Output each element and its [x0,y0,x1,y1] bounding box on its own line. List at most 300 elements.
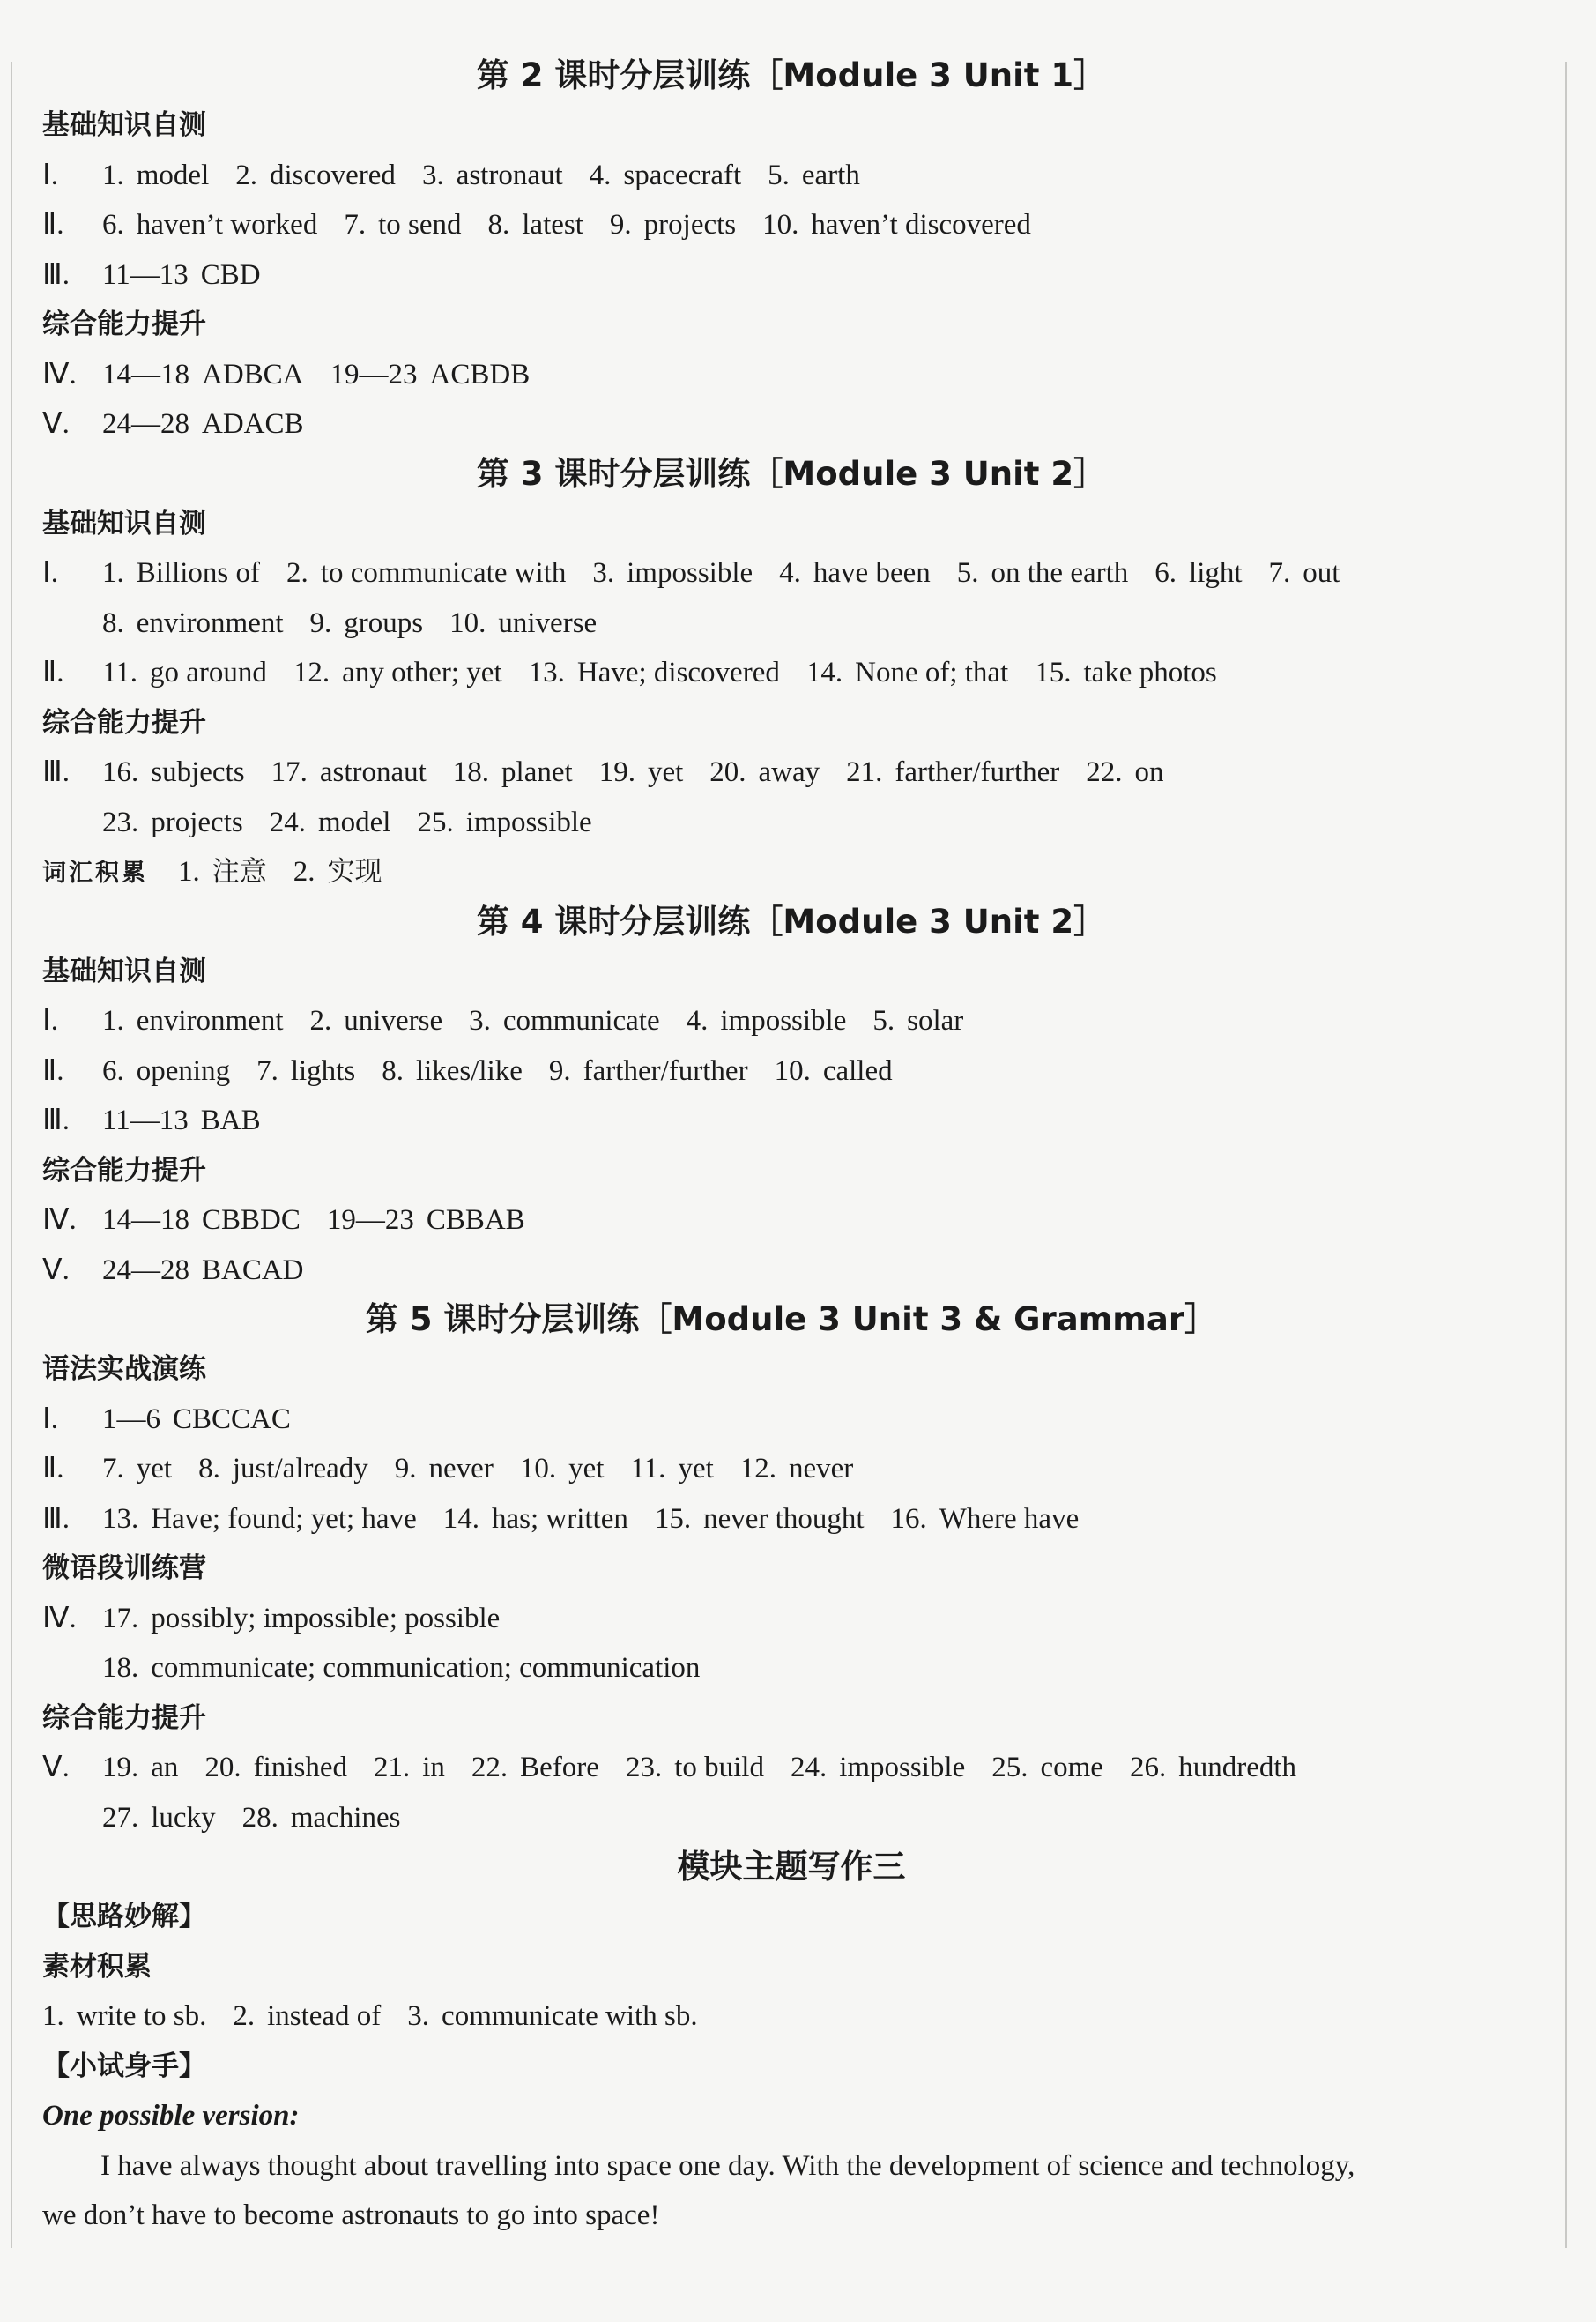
answer-line [42,1046,1540,1097]
answer-line [42,648,1540,698]
answer-number: 7. [102,1453,124,1485]
answer-number: 18. [452,756,490,788]
answer-text: finished [253,1752,347,1783]
answer-item [626,1752,764,1783]
answer-number: 11—13 [102,1105,189,1136]
answer-text: Have; discovered [576,657,780,688]
answer-item [178,856,267,888]
answer-text: ACBDB [429,358,531,391]
answer-text: model [136,159,210,191]
answer-text: to send [378,209,462,241]
answer-text: away [758,756,820,788]
answer-number: 28. [241,1801,278,1834]
answer-number: 27. [102,1801,139,1834]
answer-text: universe [344,1005,443,1037]
sample-paragraph-line-1: I have always thought about travelling into space one day. With the development of science and technology, [100,2149,1355,2182]
section-title: 第 4 课时分层训练［Module 3 Unit 2］ [476,902,1107,941]
answer-text: likes/like [415,1054,523,1087]
answer-item [1154,557,1242,589]
answer-number: 14. [442,1502,479,1535]
roman-numeral: Ⅱ. [42,1054,64,1087]
answer-number: 17. [102,1602,139,1634]
answer-number: 6. [102,1054,124,1087]
answer-text: impossible [839,1752,966,1783]
answer-item [198,1453,368,1485]
block-heading: 综合能力提升 [42,1154,206,1187]
answer-number: 23. [625,1752,663,1783]
answer-number: 7. [1268,557,1291,589]
answer-line [42,748,1540,798]
answer-text: Where have [939,1502,1080,1535]
answer-number: 1. [102,1005,124,1037]
roman-numeral: Ⅴ. [42,408,70,440]
answer-item [256,1055,355,1087]
answer-text: None of; that [855,657,1009,688]
answer-text: 注意 [212,856,267,888]
answer-number: 19—23 [326,1204,414,1236]
answer-item [102,1055,230,1087]
answer-text: Billions of [136,557,261,589]
answer-number: 3. [469,1005,491,1037]
answer-item [417,807,591,838]
answer-number: 8. [198,1453,220,1485]
answer-number: 26. [1129,1752,1167,1783]
material-number: 1. [42,2000,64,2032]
answer-text: ADACB [202,408,304,440]
answer-text: universe [498,607,598,639]
answer-text: BACAD [202,1254,304,1286]
answer-item [102,209,317,241]
answer-text: CBD [200,258,261,291]
answer-item [590,160,741,191]
answer-number: 22. [1086,756,1123,788]
answer-item [592,557,753,589]
roman-numeral: Ⅴ. [42,1254,70,1286]
answer-text: to communicate with [320,557,567,589]
answer-text: subjects [151,756,245,788]
answer-item [520,1453,605,1485]
answer-item [768,160,860,191]
answer-text: machines [290,1801,401,1834]
answer-item [957,557,1129,589]
answer-text: out [1303,557,1340,589]
answer-item [102,756,245,788]
answer-number: 14—18 [102,358,189,391]
answer-text: never thought [703,1502,865,1535]
answer-item [102,557,260,589]
answer-item [791,1752,965,1783]
answer-item [102,807,243,838]
answer-number: 21. [846,756,883,788]
answer-number: 11—13 [102,258,189,291]
answer-text: has; written [491,1502,628,1535]
answer-item [382,1055,523,1087]
material-item [42,2000,206,2032]
answer-text: CBBDC [202,1204,301,1236]
block-heading: 综合能力提升 [42,1701,206,1734]
material-item [233,2000,381,2032]
answer-line [42,1793,1540,1843]
roman-numeral: Ⅳ. [42,1602,77,1634]
answer-number: 18. [102,1652,139,1684]
answer-line [42,996,1540,1046]
answer-item [529,657,780,688]
answer-text: an [151,1752,179,1783]
material-number: 3. [407,2000,430,2032]
answer-number: 5. [768,159,790,191]
answer-number: 4. [686,1005,709,1037]
answer-line [42,1494,1540,1544]
answer-number: 8. [382,1054,404,1087]
answer-text: hundredth [1178,1752,1297,1783]
answer-item [599,756,684,788]
answer-text: CBCCAC [173,1403,291,1435]
answer-text: impossible [465,806,592,838]
answer-number: 11. [630,1453,666,1485]
version-colon: : [289,2100,300,2132]
answer-item [102,1752,178,1783]
answer-text: light [1189,557,1243,589]
answer-text: Have; found; yet; have [151,1502,417,1535]
material-text: instead of [267,2000,382,2032]
answer-number: 10. [449,607,486,639]
version-label [42,2091,1540,2141]
answer-item [293,657,502,688]
answer-text: opening [136,1054,231,1087]
answer-text: possibly; impossible; possible [151,1602,501,1634]
answer-text: haven’t worked [136,209,318,241]
answer-text: impossible [720,1005,847,1037]
answer-number: 2. [286,557,308,589]
answer-number: 12. [739,1453,777,1485]
answer-item [310,607,424,639]
answer-item [102,160,209,191]
roman-numeral: Ⅲ. [42,258,71,291]
answer-text: just/already [232,1453,368,1485]
roman-numeral: Ⅰ. [42,159,58,191]
answer-page [42,51,1540,2241]
answer-text: have been [813,557,931,589]
answer-text: discovered [269,159,396,191]
answer-line [42,1395,1540,1445]
answer-text: spacecraft [623,159,742,191]
answer-text: yet [647,756,684,788]
answer-item [991,1752,1103,1783]
roman-numeral: Ⅲ. [42,756,71,788]
version-label-text: One possible version [42,2100,290,2132]
answer-number: 9. [309,607,332,639]
answer-number: 11. [102,657,138,688]
answer-text: go around [150,657,267,688]
answer-line [42,1743,1540,1793]
sample-paragraph-line-2: we don’t have to become astronauts to go into space! [42,2199,660,2231]
answer-number: 20. [709,756,746,788]
answer-number: 2. [309,1005,332,1037]
block-heading: 综合能力提升 [42,309,206,340]
answer-text: lights [290,1054,356,1087]
answer-line [42,1096,1540,1146]
answer-text: ADBCA [202,358,304,391]
answer-number: 9. [394,1453,417,1485]
answer-text: lucky [151,1801,216,1834]
answer-item [374,1752,445,1783]
answer-text: latest [522,209,583,241]
answer-item [630,1453,713,1485]
answer-item [102,359,304,391]
answer-number: 22. [471,1752,508,1783]
answer-item [449,607,597,639]
roman-numeral: Ⅰ. [42,557,58,589]
material-heading: 素材积累 [42,1950,152,1983]
answer-item [102,259,261,291]
answer-line [42,599,1540,649]
answer-text: astronaut [456,159,563,191]
answer-line [42,200,1540,250]
answer-number: 5. [956,557,979,589]
answer-number: 16. [102,756,139,788]
answer-number: 3. [421,159,444,191]
answer-text: groups [344,607,424,639]
answer-item [422,160,563,191]
answer-item [687,1005,847,1037]
answer-number: 6. [102,209,124,241]
material-text: communicate with sb. [442,2000,698,2032]
answer-text: to build [674,1752,764,1783]
answer-item [1269,557,1340,589]
answer-text: never [789,1453,854,1485]
answer-number: 2. [235,159,257,191]
answer-text: any other; yet [342,657,502,688]
answer-number: 24. [790,1752,828,1783]
answer-line [42,1246,1540,1296]
answer-text: in [422,1752,445,1783]
block-heading: 基础知识自测 [42,507,206,540]
answer-number: 12. [293,657,330,688]
answer-text: called [822,1054,893,1087]
answer-item [469,1005,660,1037]
answer-number: 10. [519,1453,557,1485]
answer-item [1130,1752,1296,1783]
answer-item [709,756,820,788]
vocab-line [42,847,1540,897]
answer-text: CBBAB [426,1204,525,1236]
answer-item [102,1603,500,1634]
answer-number: 8. [487,209,510,241]
answer-number: 6. [1154,557,1177,589]
answer-number: 1—6 [102,1403,160,1435]
answer-text: communicate; communication; communication [151,1652,701,1684]
answer-item [102,1503,417,1535]
roman-numeral: Ⅲ. [42,1105,71,1136]
answer-text: take photos [1083,657,1217,688]
answer-number: 13. [102,1502,139,1535]
answer-text: never [428,1453,494,1485]
block-heading: 基础知识自测 [42,955,206,987]
answer-line [42,350,1540,400]
roman-numeral: Ⅴ. [42,1752,70,1783]
answer-text: planet [501,756,573,788]
answer-item [775,1055,893,1087]
answer-number: 25. [991,1752,1028,1783]
answer-item [286,557,566,589]
answer-item [102,1802,216,1834]
answer-text: 实现 [327,856,382,888]
answer-item [549,1055,748,1087]
answer-number: 24. [269,806,306,838]
answer-number: 8. [102,607,124,639]
answer-line [42,1444,1540,1494]
answer-item [270,807,391,838]
material-item [407,2000,697,2032]
block-heading: 语法实战演练 [42,1353,206,1385]
answer-line [42,1195,1540,1246]
roman-numeral: Ⅰ. [42,1403,58,1435]
answer-text: farther/further [583,1054,748,1087]
answer-text: on [1134,756,1164,788]
answer-text: environment [136,607,284,639]
answer-text: BAB [200,1105,261,1136]
answer-number: 10. [774,1054,811,1087]
answer-item [846,756,1059,788]
answer-number: 16. [890,1502,927,1535]
right-margin-rule [1565,62,1567,2248]
answer-number: 10. [762,209,799,241]
answer-text: haven’t discovered [811,209,1031,241]
answer-number: 17. [271,756,308,788]
answer-item [1035,657,1216,688]
answer-item [102,1453,172,1485]
answer-item [102,408,304,440]
answer-number: 15. [1035,657,1072,688]
roman-numeral: Ⅰ. [42,1005,58,1037]
answer-item [102,1204,301,1236]
block-heading: 综合能力提升 [42,706,206,739]
answer-number: 23. [102,806,139,838]
answer-number: 21. [373,1752,411,1783]
answer-item [330,359,531,391]
block-heading: 微语段训练营 [42,1552,206,1584]
answer-item [102,657,267,688]
answer-item [242,1802,401,1834]
answer-number: 20. [204,1752,241,1783]
roman-numeral: Ⅲ. [42,1502,71,1535]
answer-number: 7. [256,1054,278,1087]
answer-number: 5. [872,1005,895,1037]
answer-text: astronaut [319,756,427,788]
try-heading: 【小试身手】 [42,2050,206,2082]
answer-line [42,798,1540,848]
answer-text: solar [907,1005,964,1037]
answer-number: 4. [779,557,801,589]
vocab-label: 词汇积累 [42,860,148,887]
answer-number: 19. [598,756,635,788]
answer-text: on the earth [991,557,1129,589]
answer-number: 1. [102,159,124,191]
answer-number: 14—18 [102,1204,189,1236]
answer-text: projects [151,806,243,838]
answer-item [806,657,1008,688]
answer-item [293,856,382,888]
answer-item [102,1403,291,1435]
roman-numeral: Ⅱ. [42,209,64,241]
answer-item [395,1453,494,1485]
answer-text: Before [520,1752,599,1783]
answer-text: environment [136,1005,284,1037]
roman-numeral: Ⅱ. [42,1453,64,1485]
answer-item [102,607,284,639]
answer-item [443,1503,628,1535]
answer-text: impossible [627,557,753,589]
section-title: 第 2 课时分层训练［Module 3 Unit 1］ [476,56,1107,94]
answer-item [102,1105,261,1136]
answer-number: 1. [102,557,124,589]
section-title: 第 5 课时分层训练［Module 3 Unit 3 & Grammar］ [365,1300,1218,1338]
answer-number: 2. [293,856,315,888]
material-number: 2. [233,2000,256,2032]
answer-number: 1. [178,856,200,888]
answer-item [204,1752,347,1783]
answer-text: come [1040,1752,1103,1783]
answer-item [872,1005,963,1037]
answer-item [310,1005,443,1037]
answer-item [488,209,583,241]
answer-number: 24—28 [102,1254,189,1286]
left-margin-rule [11,62,12,2248]
writing-title: 模块主题写作三 [677,1848,906,1886]
answer-item [327,1204,525,1236]
answer-number: 3. [592,557,615,589]
answer-text: earth [801,159,860,191]
roman-numeral: Ⅱ. [42,657,64,688]
answer-text: yet [678,1453,714,1485]
materials-line [42,1991,1540,2042]
roman-numeral: Ⅳ. [42,358,77,391]
answer-item [235,160,396,191]
answer-number: 7. [344,209,367,241]
answer-text: farther/further [895,756,1060,788]
answer-line [42,399,1540,450]
answer-line [42,250,1540,301]
answer-number: 19—23 [330,358,418,391]
answer-item [762,209,1031,241]
answer-item [655,1503,865,1535]
answer-item [610,209,736,241]
answer-line [42,548,1540,599]
section-title: 第 3 课时分层训练［Module 3 Unit 2］ [476,454,1107,493]
answer-item [344,209,461,241]
answer-item [453,756,573,788]
answer-line [42,1594,1540,1644]
idea-heading: 【思路妙解】 [42,1901,206,1932]
answer-number: 13. [528,657,565,688]
answer-number: 14. [805,657,843,688]
answer-text: yet [568,1453,605,1485]
answer-line [42,151,1540,201]
answer-text: communicate [502,1005,660,1037]
answer-item [1086,756,1163,788]
answer-number: 9. [609,209,632,241]
answer-item [102,1254,304,1286]
answer-text: projects [643,209,737,241]
answer-item [471,1752,599,1783]
answer-number: 9. [548,1054,571,1087]
answer-text: yet [136,1453,173,1485]
answer-number: 4. [589,159,612,191]
answer-number: 24—28 [102,408,189,440]
answer-number: 15. [654,1502,692,1535]
roman-numeral: Ⅳ. [42,1204,77,1236]
answer-item [102,1652,700,1684]
